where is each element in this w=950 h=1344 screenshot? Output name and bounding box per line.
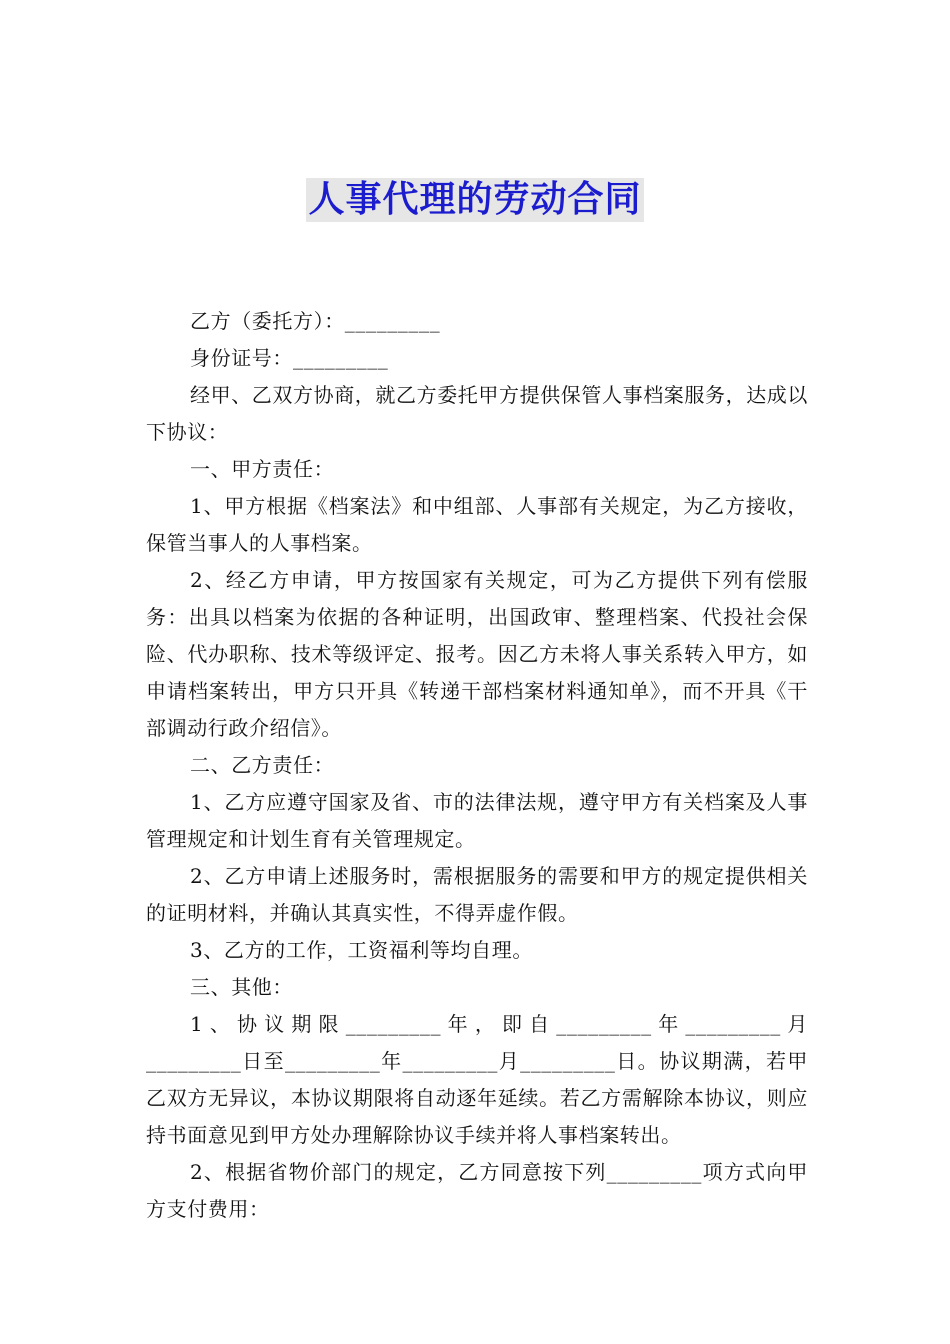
- clause-paragraph: 1、甲方根据《档案法》和中组部、人事部有关规定，为乙方接收，保管当事人的人事档案。: [146, 494, 808, 555]
- title-container: [0, 178, 950, 222]
- clause-paragraph: 2、乙方申请上述服务时，需根据服务的需要和甲方的规定提供相关的证明材料，并确认其真实性，不得弄虚作假。: [146, 864, 808, 925]
- section-heading: 二、乙方责任：: [190, 753, 335, 777]
- id-number-line: 身份证号：_________: [190, 346, 389, 370]
- party-b-line: 乙方（委托方）：_________: [190, 309, 441, 333]
- clause-paragraph: 3、乙方的工作，工资福利等均自理。: [190, 938, 533, 962]
- clause-paragraph: 1、协议期限_________年，即自_________年_________月_________日至_________年_________月_________日。协议期满，若甲乙双方无异议，本协议期限将自动逐年延续。若乙方需解除本协议，则应持书面意见到甲方处办理解除协议手续并将人事档案转出。: [146, 1012, 808, 1147]
- section-heading: 三、其他：: [190, 975, 293, 999]
- intro-paragraph: 经甲、乙双方协商，就乙方委托甲方提供保管人事档案服务，达成以下协议：: [146, 383, 808, 444]
- clause-paragraph: 2、经乙方申请，甲方按国家有关规定，可为乙方提供下列有偿服务：出具以档案为依据的各种证明，出国政审、整理档案、代投社会保险、代办职称、技术等级评定、报考。因乙方未将人事关系转入甲方，如申请档案转出，甲方只开具《转递干部档案材料通知单》，而不开具《干部调动行政介绍信》。: [146, 568, 808, 740]
- clause-paragraph: 1、乙方应遵守国家及省、市的法律法规，遵守甲方有关档案及人事管理规定和计划生育有关管理规定。: [146, 790, 808, 851]
- document-body: [146, 303, 808, 1228]
- clause-paragraph: 2、根据省物价部门的规定，乙方同意按下列_________项方式向甲方支付费用：: [146, 1160, 808, 1221]
- section-heading: 一、甲方责任：: [190, 457, 335, 481]
- document-title: 人事代理的劳动合同: [308, 179, 642, 220]
